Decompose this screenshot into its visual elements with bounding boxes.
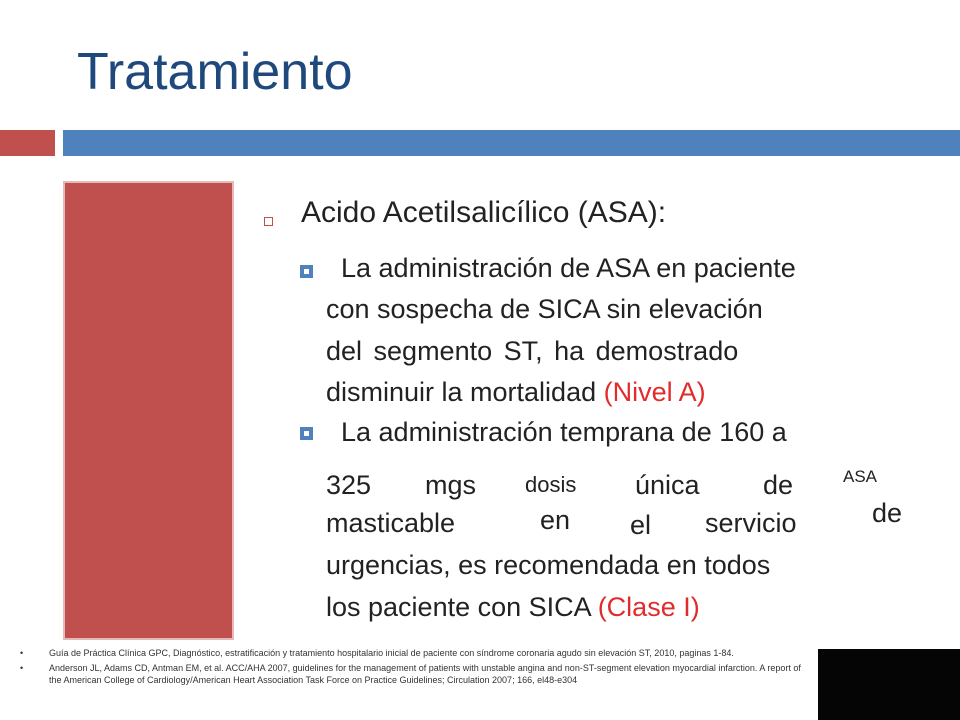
sub2-word-en: en (540, 505, 571, 535)
blue-square-bullet-icon (300, 427, 313, 440)
hollow-square-icon (264, 217, 273, 226)
sub2-word-de-2: de (872, 498, 903, 528)
title-underline-blue-bar (63, 130, 960, 156)
sub2-word-el: el (630, 510, 652, 540)
sub2-word-mgs: mgs (425, 470, 477, 500)
sub1-line4-text: disminuir la mortalidad (326, 377, 597, 407)
sub2-word-325: 325 (326, 470, 372, 500)
sub2-word-unica: única (635, 470, 700, 500)
reference-text-2: Anderson JL, Adams CD, Antman EM, et al. ACC/AHA 2007, guidelines for the management of patients with unstable angina and non-ST-segment elevation myocardial infarction. A report of the American College of Cardiology/American Heart Association Task Force on Practice Guidelines; Circulation 2007; 166, el48-e304 (49, 663, 801, 685)
sub2-word-dosis: dosis (525, 472, 577, 497)
sub1-line2: con sospecha de SICA sin elevación (326, 294, 763, 324)
sub2-line5-text: los paciente con SICA (326, 592, 591, 622)
evidence-level: (Nivel A) (603, 377, 706, 407)
sub2-line4: urgencias, es recomendada en todos (326, 550, 771, 580)
reference-text-1: Guía de Práctica Clínica GPC, Diagnóstico, estratificación y tratamiento hospitalario inicial de paciente con síndrome coronaria agudo sin elevación ST, 2010, paginas 1-84. (49, 648, 734, 658)
sub2-word-asa: ASA (843, 467, 878, 486)
sub2-word-de: de (763, 470, 794, 500)
sub1-line1: La administración de ASA en paciente (341, 253, 796, 283)
decorative-red-panel (63, 181, 234, 640)
recommendation-class: (Clase I) (597, 592, 700, 622)
blue-square-bullet-icon (300, 265, 313, 278)
sub2-line1: La administración temprana de 160 a (341, 417, 787, 447)
reference-item (20, 647, 810, 659)
sub2-word-servicio: servicio (705, 508, 797, 538)
video-thumbnail-placeholder (818, 649, 960, 720)
slide-title: Tratamiento (77, 43, 353, 101)
sub2-word-masticable: masticable (326, 508, 456, 538)
reference-item (20, 662, 810, 686)
sub2-line5 (326, 592, 700, 623)
reference-bullet: • (20, 663, 24, 673)
sub1-line3: del segmento ST, ha demostrado (326, 336, 739, 366)
sub1-line4 (326, 377, 706, 408)
bullet-asa-heading: Acido Acetilsalicílico (ASA): (301, 196, 667, 229)
title-underline-red-bar (0, 130, 55, 156)
reference-bullet: • (20, 648, 24, 658)
references-list (20, 647, 810, 686)
